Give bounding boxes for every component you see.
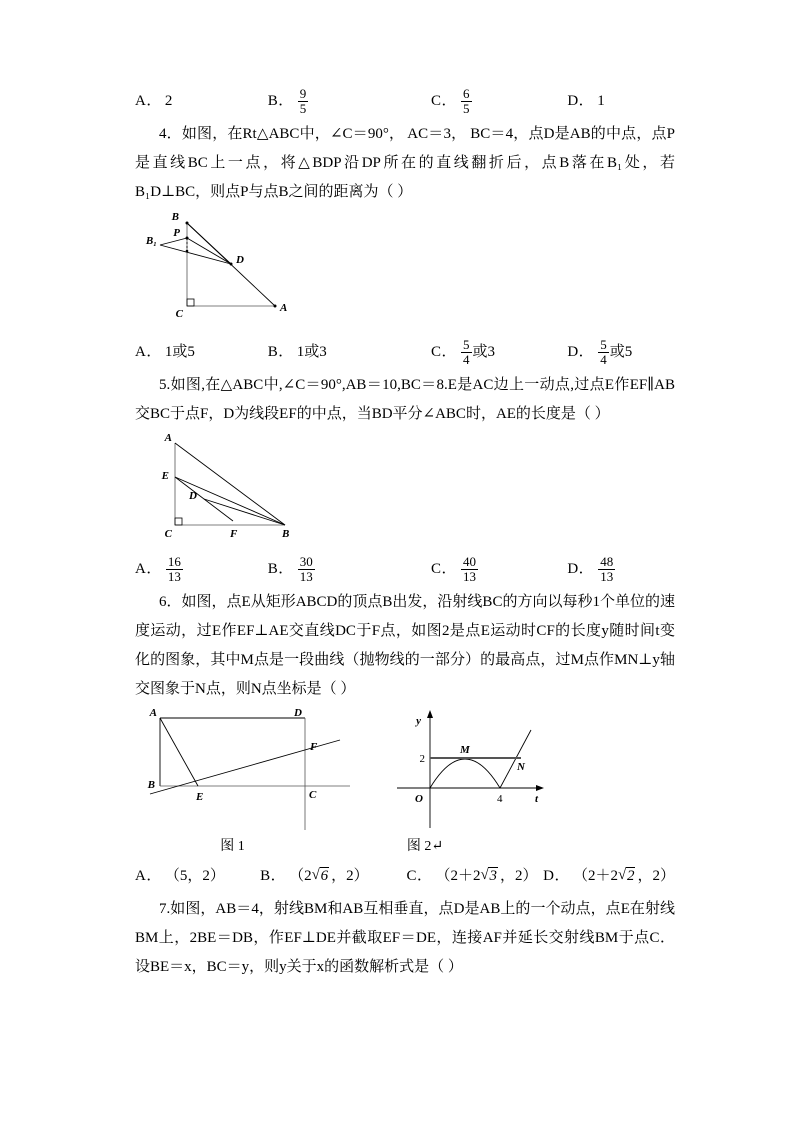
q4-option-a-label: A． <box>135 344 162 360</box>
q3-option-c-denominator: 5 <box>463 100 470 116</box>
q4-option-b-label: B． <box>267 344 294 360</box>
q5-option-c-label: C． <box>431 561 458 577</box>
q5-option-a[interactable] <box>135 554 268 584</box>
q3-option-c-fraction <box>461 87 472 115</box>
q6-option-c[interactable] <box>406 861 543 891</box>
q6-option-b-prefix: （2 <box>289 868 312 884</box>
q5-option-d-numerator: 48 <box>600 554 614 570</box>
q5-option-c-denominator: 13 <box>463 568 477 584</box>
q6-option-d-sqrt <box>618 861 638 891</box>
figure-label-D: D <box>189 490 197 502</box>
q4-option-d-fraction <box>598 338 609 366</box>
q4-option-b[interactable] <box>268 337 431 367</box>
question-5-text: 5.如图,在△ABC中,∠C＝90°,AB＝10,BC＝8.E是AC边上一动点,过点E作EF∥AB交BC于点F，D为线段EF的中点，当BD平分∠ABC时，AE的长度是（ ） <box>135 377 675 422</box>
q6-option-c-label: C． <box>406 868 433 884</box>
fig1-label-C: C <box>309 789 317 801</box>
q6-option-b-radicand: 6 <box>320 868 329 884</box>
q6-option-c-suffix: ，2） <box>499 868 538 884</box>
figure-label-B: B <box>282 528 290 540</box>
q5-option-d-label: D． <box>567 561 595 577</box>
question-5-figure <box>135 433 675 548</box>
q6-option-c-sqrt <box>480 861 500 891</box>
q6-option-b-suffix: ，2） <box>331 868 369 884</box>
q4-option-c-fraction <box>461 338 472 366</box>
q4-options-row <box>135 337 675 367</box>
q5-option-a-numerator: 16 <box>167 554 181 570</box>
q3-option-d-label: D． <box>567 93 595 109</box>
q5-option-b-denominator: 13 <box>299 568 313 584</box>
right-triangle-fold-svg <box>135 211 465 331</box>
q6-option-b[interactable] <box>260 861 406 891</box>
q3-option-c-numerator: 6 <box>463 86 470 102</box>
figure-label-A: A <box>164 433 172 444</box>
q4-option-a[interactable] <box>135 337 268 367</box>
q4-option-b-value: 1或3 <box>296 344 327 360</box>
q6-option-a-value: （5，2） <box>164 868 225 884</box>
q3-option-c[interactable] <box>431 86 567 116</box>
q3-option-b-fraction <box>298 87 309 115</box>
q5-option-c[interactable] <box>431 554 567 584</box>
q5-option-a-fraction <box>166 555 183 583</box>
q4-option-d-denominator: 4 <box>600 351 607 367</box>
fig1-caption: 图 1 <box>220 839 245 854</box>
page-content <box>135 80 675 984</box>
q5-option-a-label: A． <box>135 561 162 577</box>
fig1-label-E: E <box>196 791 204 803</box>
q3-option-a-value: 2 <box>164 93 173 109</box>
question-7-text: 7.如图，AB＝4，射线BM和AB互相垂直，点D是AB上的一个动点，点E在射线BM上，2BE＝DB，作EF⊥DE并截取EF＝DE，连接AF并延长交射线BM于点C．设BE＝x，BC＝y，则y关于x的函数解析式是（ ） <box>135 901 675 975</box>
q5-option-d[interactable] <box>567 554 675 584</box>
fig2-caption: 图 2↵ <box>406 839 444 854</box>
q4-option-c-suffix: 或3 <box>472 344 496 360</box>
figure-label-P: P <box>173 227 180 239</box>
q4-option-c-label: C． <box>431 344 458 360</box>
q3-option-d[interactable] <box>567 86 675 116</box>
q4-option-c-denominator: 4 <box>463 351 470 367</box>
figure-label-E: E <box>161 470 169 482</box>
fig2-y-tick-2: 2 <box>419 753 425 765</box>
q6-option-b-sqrt <box>312 861 332 891</box>
q3-option-d-value: 1 <box>597 93 605 109</box>
q4-option-d-suffix: 或5 <box>609 344 633 360</box>
q5-option-c-fraction <box>461 555 478 583</box>
q4-option-c-numerator: 5 <box>463 337 470 353</box>
fig1-label-A: A <box>149 708 157 719</box>
figure-label-C: C <box>175 308 183 320</box>
fig2-point-N: N <box>517 761 525 773</box>
q5-option-d-fraction <box>598 555 615 583</box>
fig2-point-M: M <box>460 744 470 756</box>
question-6-text: 6．如图，点E从矩形ABCD的顶点B出发，沿射线BC的方向以每秒1个单位的速度运动，过E作EF⊥AE交直线DC于F点，如图2是点E运动时CF的长度y随时间t变化的图象，其中M点是一段曲线（抛物线的一部分）的最高点，过M点作MN⊥y轴交图象于N点，则N点坐标是（ ） <box>135 594 675 697</box>
q4-option-d[interactable] <box>567 337 675 367</box>
q3-option-b[interactable] <box>268 86 431 116</box>
q6-option-c-prefix: （2＋2 <box>435 868 481 884</box>
q6-captions-row <box>135 835 675 855</box>
q6-option-c-radicand: 3 <box>489 868 497 884</box>
q6-figures-svg <box>135 708 675 833</box>
q5-option-b[interactable] <box>268 554 431 584</box>
question-6-figures <box>135 708 675 855</box>
triangle-midpoint-svg <box>135 433 465 548</box>
q6-option-d-label: D． <box>543 868 570 884</box>
q5-options-row <box>135 554 675 584</box>
q5-option-b-numerator: 30 <box>299 554 313 570</box>
figure-label-C: C <box>164 528 172 540</box>
fig1-label-F: F <box>310 741 318 753</box>
figure-label-D: D <box>236 254 244 266</box>
q6-options-row <box>135 861 675 891</box>
fig2-x-tick-4: 4 <box>497 793 503 805</box>
question-4-text: 4．如图，在Rt△ABC中，∠C＝90°， AC＝3， BC＝4，点D是AB的中点，点P是直线BC上一点，将△BDP沿DP所在的直线翻折后，点B落在B₁处，若B₁D⊥BC，则点P与点B之间的距离为（ ） <box>135 126 675 200</box>
q6-option-a[interactable] <box>135 861 260 891</box>
fig2-origin-label: O <box>415 793 423 805</box>
fig2-axis-x-label: t <box>535 793 539 805</box>
q6-option-a-label: A． <box>135 868 162 884</box>
q6-option-b-label: B． <box>260 868 287 884</box>
q3-option-a[interactable] <box>135 86 268 116</box>
figure-label-F: F <box>230 528 238 540</box>
q5-option-b-label: B． <box>267 561 294 577</box>
fig1-label-B: B <box>147 779 155 791</box>
q5-option-d-denominator: 13 <box>600 568 614 584</box>
q3-option-b-denominator: 5 <box>299 100 307 116</box>
q6-option-d-suffix: ，2） <box>637 868 675 884</box>
q6-option-d-radicand: 2 <box>626 868 635 884</box>
question-4-figure <box>135 211 675 331</box>
q4-option-d-label: D． <box>567 344 595 360</box>
q3-option-a-label: A． <box>135 93 162 109</box>
q6-option-d[interactable] <box>543 861 675 891</box>
q3-option-b-numerator: 9 <box>299 86 307 102</box>
fig2-axis-y-label: y <box>416 715 421 727</box>
figure-label-B: B <box>171 211 179 223</box>
figure-label-A: A <box>280 302 288 314</box>
q4-option-a-value: 1或5 <box>164 344 195 360</box>
q3-option-c-label: C． <box>431 93 458 109</box>
q6-option-d-prefix: （2＋2 <box>572 868 618 884</box>
q5-option-a-denominator: 13 <box>167 568 181 584</box>
q4-option-c[interactable] <box>431 337 567 367</box>
fig1-label-D: D <box>294 708 302 719</box>
q4-option-d-numerator: 5 <box>600 337 607 353</box>
figure-label-B1: B₁ <box>145 235 157 247</box>
q5-option-c-numerator: 40 <box>463 554 477 570</box>
q5-option-b-fraction <box>298 555 315 583</box>
q3-options-row <box>135 86 675 116</box>
q3-option-b-label: B． <box>267 93 294 109</box>
